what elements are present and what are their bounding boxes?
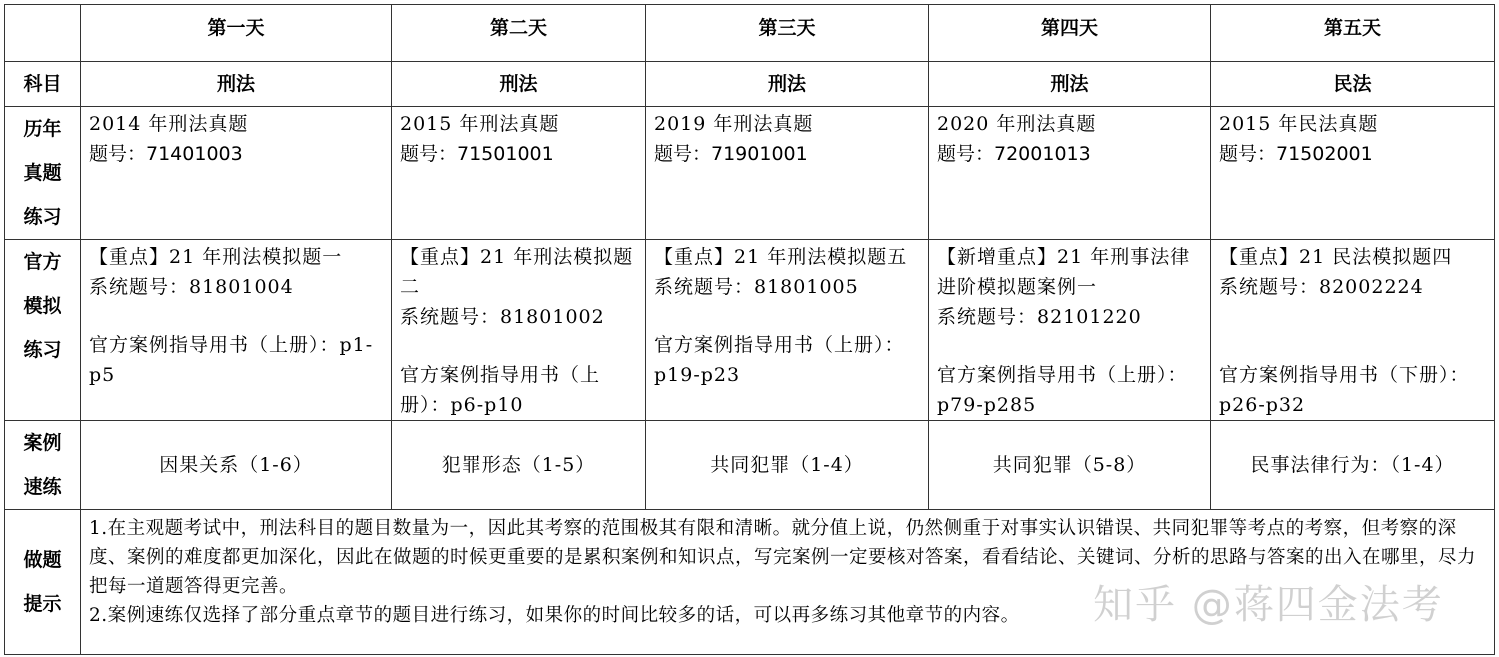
mock-system-number: 系统题号：81801002 — [400, 306, 605, 328]
day-header-label: 第五天 — [1323, 17, 1381, 39]
day-header-label: 第四天 — [1040, 17, 1098, 39]
subject-cell: 民法 — [1211, 62, 1495, 107]
mock-title: 【新增重点】21 年刑事法律进阶模拟题案例一 — [937, 246, 1191, 298]
past-exam-cell — [929, 107, 1211, 240]
exam-number: 题号：71901001 — [654, 143, 808, 165]
case-speed-cell: 因果关系（1-6） — [81, 421, 392, 510]
day-header — [392, 5, 646, 62]
official-mock-cell — [392, 240, 646, 421]
mock-title: 【重点】21 年刑法模拟题五 — [654, 246, 908, 268]
past-exam-row — [5, 107, 1495, 240]
official-mock-cell — [646, 240, 929, 421]
mock-system-number: 系统题号：82101220 — [937, 306, 1142, 328]
mock-book-pages: 官方案例指导用书（上册）：p79-p285 — [937, 364, 1188, 416]
row-label-line: 练习 — [23, 206, 62, 228]
exam-title: 2015 年民法真题 — [1219, 113, 1379, 135]
case-speed-cell: 犯罪形态（1-5） — [392, 421, 646, 510]
day-header-label: 第一天 — [207, 17, 265, 39]
past-exam-row-label — [5, 107, 81, 240]
exam-title: 2015 年刑法真题 — [400, 113, 560, 135]
mock-book-pages: 官方案例指导用书（上册）：p6-p10 — [400, 364, 601, 416]
mock-title: 【重点】21 年刑法模拟题二 — [400, 246, 634, 298]
tip-item: 2.案例速练仅选择了部分重点章节的题目进行练习，如果你的时间比较多的话，可以再多练习其他章节的内容。 — [89, 605, 1020, 626]
exam-number: 题号：71502001 — [1219, 143, 1373, 165]
exam-title: 2019 年刑法真题 — [654, 113, 814, 135]
day-header-row — [5, 5, 1495, 62]
official-mock-cell — [1211, 240, 1495, 421]
row-label-line: 官方 — [23, 251, 62, 273]
exam-title: 2020 年刑法真题 — [937, 113, 1097, 135]
past-exam-cell — [81, 107, 392, 240]
past-exam-cell — [392, 107, 646, 240]
official-mock-row — [5, 240, 1495, 421]
day-header — [81, 5, 392, 62]
day-header — [1211, 5, 1495, 62]
day-header — [929, 5, 1211, 62]
exam-number: 题号：72001013 — [937, 143, 1091, 165]
past-exam-cell — [1211, 107, 1495, 240]
exam-number: 题号：71501001 — [400, 143, 554, 165]
exam-title: 2014 年刑法真题 — [89, 113, 249, 135]
row-label-line: 真题 — [23, 162, 62, 184]
study-plan-table — [4, 4, 1495, 655]
row-label-line: 速练 — [23, 476, 62, 498]
mock-system-number: 系统题号：81801004 — [89, 276, 294, 298]
row-label-line: 案例 — [23, 432, 62, 454]
official-mock-cell — [929, 240, 1211, 421]
tip-item: 1.在主观题考试中，刑法科目的题目数量为一，因此其考察的范围极其有限和清晰。就分值上说，仍然侧重于对事实认识错误、共同犯罪等考点的考察，但考察的深度、案例的难度都更加深化，因此在做题的时候更重要的是累积案例和知识点，写完案例一定要核对答案，看看结论、关键词、分析的思路与答案的出入在哪里，尽力把每一道题答得更完善。 — [89, 518, 1477, 597]
mock-title: 【重点】21 年刑法模拟题一 — [89, 246, 343, 268]
official-mock-row-label — [5, 240, 81, 421]
subject-cell: 刑法 — [929, 62, 1211, 107]
day-header-label: 第二天 — [489, 17, 547, 39]
day-header — [646, 5, 929, 62]
mock-book-pages: 官方案例指导用书（下册）：p26-p32 — [1219, 364, 1470, 416]
mock-system-number: 系统题号：82002224 — [1219, 276, 1424, 298]
row-label-line: 做题 — [23, 549, 62, 571]
row-label-line: 历年 — [23, 118, 62, 140]
mock-system-number: 系统题号：81801005 — [654, 276, 859, 298]
case-speed-cell: 共同犯罪（5-8） — [929, 421, 1211, 510]
mock-title: 【重点】21 民法模拟题四 — [1219, 246, 1453, 268]
mock-book-pages: 官方案例指导用书（上册）：p1-p5 — [89, 334, 374, 386]
subject-cell: 刑法 — [646, 62, 929, 107]
case-speed-row-label — [5, 421, 81, 510]
case-speed-cell: 民事法律行为：（1-4） — [1211, 421, 1495, 510]
case-speed-cell: 共同犯罪（1-4） — [646, 421, 929, 510]
past-exam-cell — [646, 107, 929, 240]
subject-row-label: 科目 — [5, 62, 81, 107]
tips-row-label — [5, 510, 81, 655]
day-header-label: 第三天 — [758, 17, 816, 39]
exam-number: 题号：71401003 — [89, 143, 243, 165]
row-label-line: 提示 — [23, 593, 62, 615]
row-label-line: 练习 — [23, 339, 62, 361]
mock-book-pages: 官方案例指导用书（上册）：p19-p23 — [654, 334, 905, 386]
row-label-line: 模拟 — [23, 295, 62, 317]
subject-cell: 刑法 — [392, 62, 646, 107]
subject-row — [5, 62, 1495, 107]
corner-cell — [5, 5, 81, 62]
subject-cell: 刑法 — [81, 62, 392, 107]
official-mock-cell — [81, 240, 392, 421]
zhihu-watermark: 知乎 @蒋四金法考 — [1093, 582, 1444, 628]
case-speed-row — [5, 421, 1495, 510]
